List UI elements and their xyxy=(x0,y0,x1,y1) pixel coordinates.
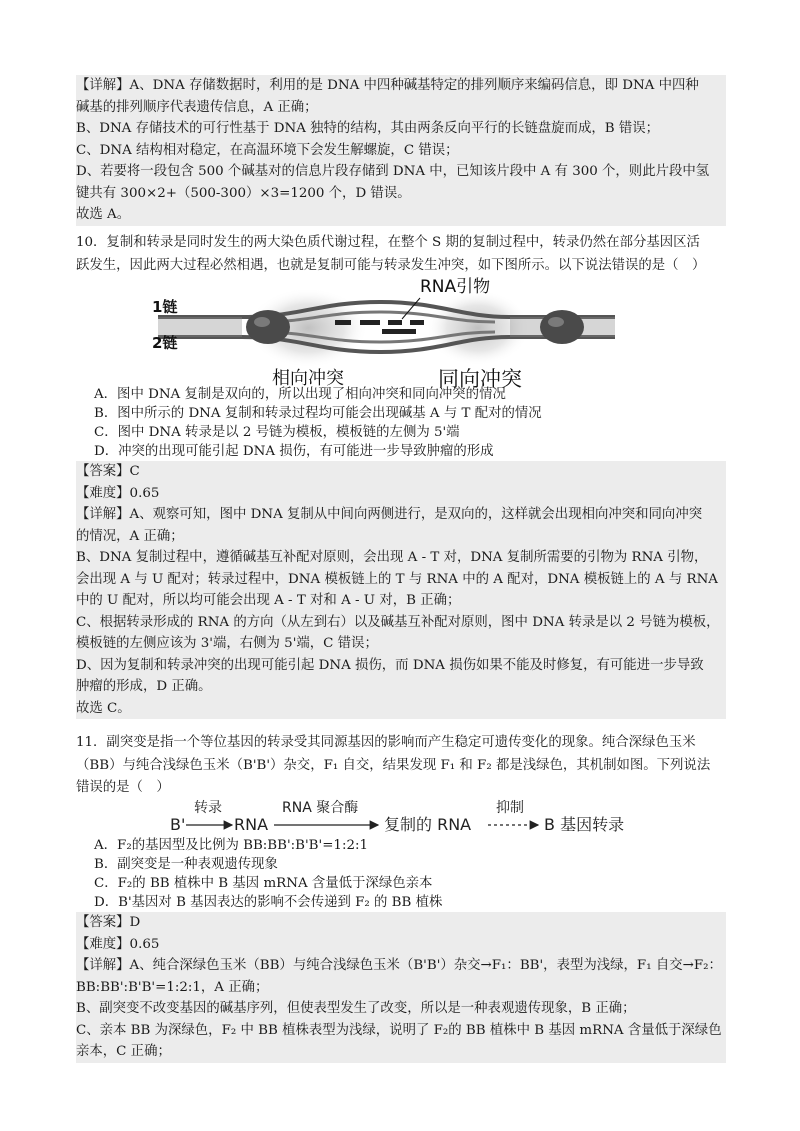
head-on-conflict-label: 相向冲突 xyxy=(272,368,344,389)
paramutation-mechanism-diagram xyxy=(170,798,640,838)
rna-primer-mark xyxy=(360,320,380,325)
explanation-line: 故选 C。 xyxy=(76,700,131,716)
option-b: B．副突变是一种表观遗传现象 xyxy=(94,857,278,872)
explanation-line: 故选 A。 xyxy=(76,207,131,222)
replication-transcription-diagram xyxy=(150,276,620,394)
explanation-line: D、若要将一段包含 500 个碱基对的信息片段存储到 DNA 中，已知该片段中 A 有 300 个，则此片段中氢 xyxy=(76,164,710,179)
explanation-line: 【详解】A、观察可知，图中 DNA 复制从中间向两侧进行，是双向的，这样就会出现相向冲突和同向冲突 xyxy=(76,507,703,522)
explanation-line: 中的 U 配对，所以均可能会出现 A - T 对和 A - U 对，B 正确； xyxy=(76,593,461,608)
rna-polymerase-label: RNA 聚合酶 xyxy=(282,800,359,816)
explanation-line: 肿瘤的形成，D 正确。 xyxy=(76,679,212,694)
explanation-line: BB:BB':B'B'=1:2:1，A 正确； xyxy=(76,979,269,995)
question-11-stem xyxy=(76,732,726,800)
explanation-line: D、因为复制和转录冲突的出现可能引起 DNA 损伤，而 DNA 损伤如果不能及时修复，有可能进一步导致 xyxy=(76,657,704,673)
rna-primer-mark xyxy=(410,320,424,325)
explanation-line: 键共有 300×2+（500-300）×3=1200 个，D 错误。 xyxy=(76,185,411,201)
question-text: 错误的是（ ） xyxy=(76,780,170,795)
option-a: A．F₂的基因型及比例为 BB:BB':B'B'=1:2:1 xyxy=(94,838,369,853)
option-d: D．B'基因对 B 基因表达的影响不会传递到 F₂ 的 BB 植株 xyxy=(94,895,443,910)
question-10-stem xyxy=(76,232,726,277)
b-gene-transcription-label: B 基因转录 xyxy=(544,815,625,834)
explanation-line: B、DNA 复制过程中，遵循碱基互补配对原则，会出现 A - T 对，DNA 复制所需要的引物为 RNA 引物， xyxy=(76,550,708,565)
difficulty-label: 【难度】0.65 xyxy=(76,485,160,501)
rna-primer-label: RNA引物 xyxy=(420,277,491,297)
b-prime-gene-label: B' xyxy=(170,815,186,834)
explanation-line: C、DNA 结构相对稳定，在高温环境下会发生解螺旋，C 错误； xyxy=(76,142,459,158)
explanation-block-q9 xyxy=(76,75,726,226)
explanation-line: 【详解】A、DNA 存储数据时，利用的是 DNA 中四种碱基特定的排列顺序来编码信息，即 DNA 中四种 xyxy=(76,78,699,93)
option-c: C．图中 DNA 转录是以 2 号链为模板，模板链的左侧为 5'端 xyxy=(94,425,460,440)
question-text: （BB）与纯合浅绿色玉米（B'B'）杂交，F₁ 自交，结果发现 F₁ 和 F₂ 都是浅绿色，其机制如图。下列说法 xyxy=(76,757,711,773)
explanation-line: C、根据转录形成的 RNA 的方向（从左到右）以及碱基互补配对原则，图中 DNA 转录是以 2 号链为模板， xyxy=(76,614,720,630)
co-directional-conflict-label: 同向冲突 xyxy=(438,367,522,391)
explanation-line: 的情况，A 正确； xyxy=(76,528,184,544)
explanation-line: 会出现 A 与 U 配对；转录过程中，DNA 模板链上的 T 与 RNA 中的 A 配对，DNA 模板链上的 A 与 RNA xyxy=(76,571,718,587)
replicated-rna-label: 复制的 RNA xyxy=(384,815,472,834)
strand-1-label: 1链 xyxy=(152,298,178,316)
question-text: 11．副突变是指一个等位基因的转录受其同源基因的影响而产生稳定可遗传变化的现象。纯合深绿色玉米 xyxy=(76,735,696,750)
rna-label: RNA xyxy=(234,815,269,834)
inhibit-label: 抑制 xyxy=(496,800,524,816)
explanation-line: C、亲本 BB 为深绿色，F₂ 中 BB 植株表型为浅绿，说明了 F₂的 BB 植株中 B 基因 mRNA 含量低于深绿色 xyxy=(76,1022,722,1038)
explanation-line: 模板链的左侧应该为 3'端，右侧为 5'端，C 错误； xyxy=(76,636,378,651)
explanation-block-q10 xyxy=(76,461,726,719)
option-b: B．图中所示的 DNA 复制和转录过程均可能会出现碱基 A 与 T 配对的情况 xyxy=(94,406,542,421)
explanation-line: 碱基的排列顺序代表遗传信息，A 正确； xyxy=(76,99,318,115)
rna-primer-mark xyxy=(388,320,402,325)
question-text: 跃发生，因此两大过程必然相遇，也就是复制可能与转录发生冲突，如下图所示。以下说法错误的是（ ） xyxy=(76,257,706,273)
explanation-line: B、副突变不改变基因的碱基序列，但使表型发生了改变，所以是一种表观遗传现象，B 正确； xyxy=(76,1001,636,1016)
difficulty-label: 【难度】0.65 xyxy=(76,936,160,952)
transcription-label: 转录 xyxy=(194,800,222,816)
question-text: 10．复制和转录是同时发生的两大染色质代谢过程，在整个 S 期的复制过程中，转录仍然在部分基因区活 xyxy=(76,235,700,250)
rna-polymerase-left xyxy=(246,310,290,344)
question-11-options xyxy=(76,836,726,912)
rna-primer-mark xyxy=(335,320,351,325)
option-d: D．冲突的出现可能引起 DNA 损伤，有可能进一步导致肿瘤的形成 xyxy=(94,444,494,459)
option-a: A．图中 DNA 复制是双向的，所以出现了相向冲突和同向冲突的情况 xyxy=(94,387,506,402)
explanation-block-q11 xyxy=(76,912,726,1063)
explanation-line: B、DNA 存储技术的可行性基于 DNA 独特的结构，其由两条反向平行的长链盘旋而成，B 错误； xyxy=(76,121,660,136)
strand-2-label: 2链 xyxy=(152,334,178,352)
explanation-line: 【详解】A、纯合深绿色玉米（BB）与纯合浅绿色玉米（B'B'）杂交→F₁：BB'，表型为浅绿，F₁ 自交→F₂： xyxy=(76,958,722,973)
answer-label: 【答案】C xyxy=(76,464,140,479)
rna-polymerase-right xyxy=(540,310,584,344)
rna-primer-mark xyxy=(382,329,416,334)
explanation-line: 亲本，C 正确； xyxy=(76,1044,171,1059)
question-10-options xyxy=(76,385,726,461)
option-c: C．F₂的 BB 植株中 B 基因 mRNA 含量低于深绿色亲本 xyxy=(94,876,433,891)
answer-label: 【答案】D xyxy=(76,915,141,930)
